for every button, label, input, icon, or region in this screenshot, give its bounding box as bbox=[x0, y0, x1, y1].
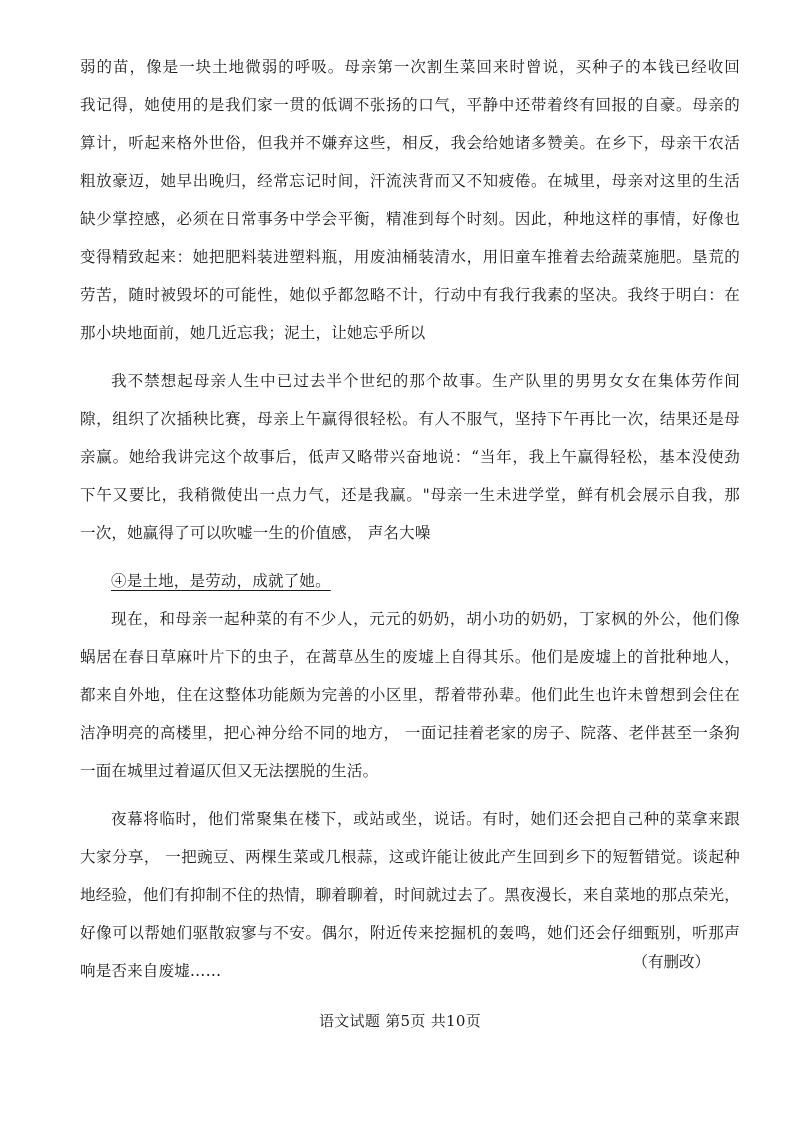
text-line: 我不禁想起母亲人生中已过去半个世纪的那个故事。生产队里的男男女女在集体劳作间 bbox=[111, 372, 740, 390]
text-line: 都来自外地，住在这整体功能颇为完善的小区里，帮着带孙辈。他们此生也许未曾想到会住在 bbox=[80, 686, 740, 704]
text-line: 大家分享， 一把豌豆、两棵生菜或几根蒜，这或许能让彼此产生回到乡下的短暂错觉。谈起种 bbox=[80, 848, 740, 866]
page-footer: 语文试题 第5页 共10页 bbox=[318, 1012, 482, 1030]
paragraph-2 bbox=[80, 362, 740, 552]
text-line: 好像可以帮她们驱散寂寥与不安。偶尔，附近传来挖掘机的轰鸣，她们还会仔细甄别，听那声 bbox=[80, 924, 740, 942]
text-line: 夜幕将临时，他们常聚集在楼下，或站或坐，说话。有时，她们还会把自己种的菜拿来跟 bbox=[111, 810, 740, 828]
paragraph-1 bbox=[80, 48, 740, 352]
text-line: 算计，听起来格外世俗，但我并不嫌弃这些，相反，我会给她诸多赞美。在乡下，母亲干农活 bbox=[80, 134, 740, 152]
paragraph-4 bbox=[80, 600, 740, 790]
text-line: 一次，她赢得了可以吹嘘一生的价值感， 声名大噪 bbox=[80, 524, 431, 542]
text-line: 蜗居在春日草麻叶片下的虫子，在蒿草丛生的废墟上自得其乐。他们是废墟上的首批种地人， bbox=[80, 648, 740, 666]
document-body bbox=[80, 48, 740, 990]
text-line: 洁净明亮的高楼里，把心神分给不同的地方， 一面记挂着老家的房子、院落、老伴甚至一条狗 bbox=[80, 724, 740, 742]
underlined-sentence bbox=[80, 562, 740, 600]
text-line: 弱的苗，像是一块土地微弱的呼吸。母亲第一次割生菜回来时曾说，买种子的本钱已经收回 bbox=[80, 58, 740, 76]
text-line: 亲赢。她给我讲完这个故事后，低声又略带兴奋地说：“当年，我上午赢得轻松，基本没使劲 bbox=[80, 448, 740, 466]
text-line: 地经验，他们有抑制不住的热情，聊着聊着，时间就过去了。黑夜漫长，来自菜地的那点荣光， bbox=[80, 886, 740, 904]
text-line: 一面在城里过着逼仄但又无法摆脱的生活。 bbox=[80, 762, 379, 780]
text-line: 响是否来自废墟…… bbox=[80, 962, 222, 980]
text-line: 隙，组织了次插秧比赛，母亲上午赢得很轻松。有人不服气，坚持下午再比一次，结果还是母 bbox=[80, 410, 740, 428]
paragraph-3 bbox=[80, 562, 740, 600]
source-note: （有删改） bbox=[632, 953, 710, 971]
text-line: 我记得，她使用的是我们家一贯的低调不张扬的口气，平静中还带着终有回报的自豪。母亲的 bbox=[80, 96, 740, 114]
text-line: 下午又要比，我稍微使出一点力气，还是我赢。"母亲一生未进学堂，鲜有机会展示自我，那 bbox=[80, 486, 740, 504]
text-line: 现在，和母亲一起种菜的有不少人，元元的奶奶，胡小功的奶奶，丁家枫的外公，他们像 bbox=[111, 610, 740, 628]
text-line: 劳苦，随时被毁坏的可能性，她似乎都忽略不计，行动中有我行我素的坚决。我终于明白：在 bbox=[80, 286, 740, 304]
text-line: 缺少掌控感，必须在日常事务中学会平衡，精准到每个时刻。因此，种地这样的事情，好像也 bbox=[80, 210, 740, 228]
text-line: 变得精致起来：她把肥料装进塑料瓶，用废油桶装清水，用旧童车推着去给蔬菜施肥。垦荒的 bbox=[80, 248, 740, 266]
text-line: 粗放豪迈，她早出晚归，经常忘记时间，汗流浃背而又不知疲倦。在城里，母亲对这里的生活 bbox=[80, 172, 740, 190]
text-line: 那小块地面前，她几近忘我；泥土，让她忘乎所以 bbox=[80, 324, 426, 342]
underlined-text: ④是土地，是劳动，成就了她。 bbox=[111, 572, 331, 590]
